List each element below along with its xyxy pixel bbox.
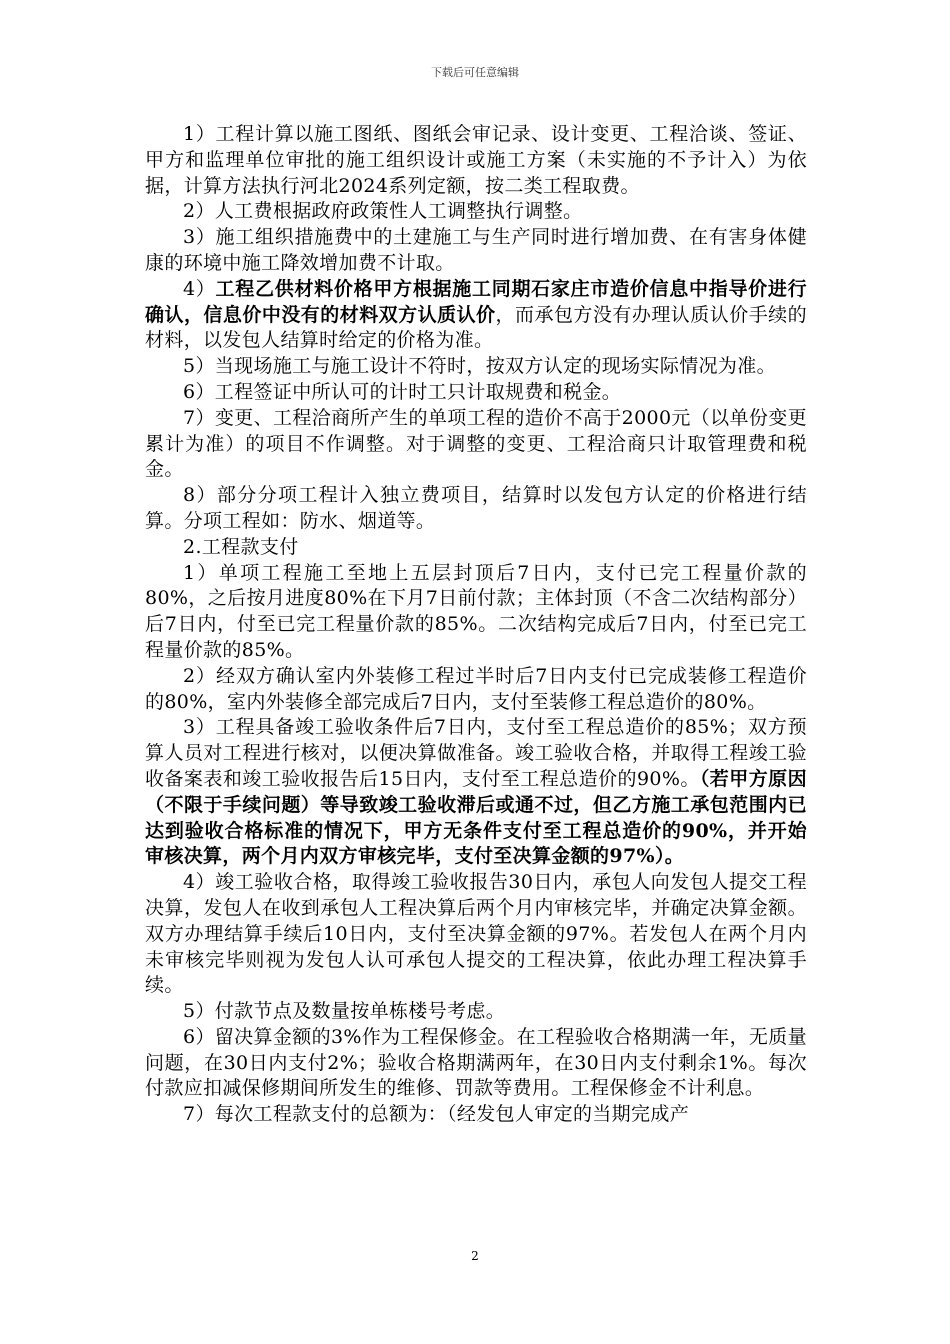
text-run: 2）经双方确认室内外装修工程过半时后7日内支付已完成装修工程造价的80%，室内外装修全部完成后7日内，支付至装修工程总造价的80%。: [145, 664, 807, 713]
page-header: 下载后可任意编辑: [431, 66, 519, 79]
paragraph-p6: [145, 380, 807, 406]
text-run: 4）竣工验收合格，取得竣工验收报告30日内，承包人向发包人提交工程决算，发包人在收到承包人工程决算后两个月内审核完毕，并确定决算金额。双方办理结算手续后10日内，支付至决算金额的97%。若发包人在两个月内未审核完毕则视为发包人认可承包人提交的工程决算，依此办理工程决算手续。: [145, 871, 807, 997]
paragraph-p16: [145, 1102, 807, 1128]
document-body: [145, 122, 807, 1128]
text-run: 3）工程具备竣工验收条件后7日内，支付至工程总造价的85%；双方预算人员对工程进行核对，以便决算做准备。竣工验收合格，并取得工程竣工验收备案表和竣工验收报告后15日内，支付至工程总造价的90%。: [145, 716, 807, 790]
text-run: 2）人工费根据政府政策性人工调整执行调整。: [183, 200, 583, 223]
text-run: 6）留决算金额的3%作为工程保修金。在工程验收合格期满一年，无质量问题，在30日内支付2%；验收合格期满两年，在30日内支付剩余1%。每次付款应扣减保修期间所发生的维修、罚款等费用。工程保修金不计利息。: [145, 1025, 807, 1100]
text-run: 5）当现场施工与施工设计不符时，按双方认定的现场实际情况为准。: [183, 355, 776, 378]
bold-text: （若甲方原因（不限于手续问题）等导致竣工验收滞后或通不过，但乙方施工承包范围内已达到验收合格标准的情况下，甲方无条件支付至工程总造价的90%，并开始审核决算，两个月内双方审核完毕，支付至决算金额的97%）。: [145, 767, 807, 868]
text-run: 5）付款节点及数量按单栋楼号考虑。: [183, 1000, 506, 1023]
bold-text: 工程乙供材料价格甲方根据施工同期石家庄市造价信息中指导价进行确认，信息价中没有的材料双方认质认价: [145, 277, 807, 326]
paragraph-p10: [145, 561, 807, 664]
paragraph-p3: [145, 225, 807, 277]
paragraph-p1: [145, 122, 807, 199]
paragraph-p13: [145, 870, 807, 999]
paragraph-p11: [145, 664, 807, 716]
text-run: 7）每次工程款支付的总额为：（经发包人审定的当期完成产: [183, 1103, 690, 1126]
text-run: ，而承包方没有办理认质认价手续的材料，以发包人结算时给定的价格为准。: [145, 303, 807, 352]
paragraph-p12: [145, 715, 807, 870]
paragraph-p5: [145, 354, 807, 380]
paragraph-p4: [145, 277, 807, 354]
text-run: 4）: [183, 277, 216, 300]
text-run: 6）工程签证中所认可的计时工只计取规费和税金。: [183, 380, 622, 403]
text-run: 2.工程款支付: [183, 535, 299, 558]
page-number: 2: [471, 1249, 479, 1263]
text-run: 3）施工组织措施费中的土建施工与生产同时进行增加费、在有害身体健康的环境中施工降效增加费不计取。: [145, 226, 807, 274]
paragraph-p15: [145, 1025, 807, 1102]
paragraph-p8: [145, 483, 807, 535]
text-run: 1）工程计算以施工图纸、图纸会审记录、设计变更、工程洽谈、签证、甲方和监理单位审批的施工组织设计或施工方案（未实施的不予计入）为依据，计算方法执行河北2024系列定额，按二类工程取费。: [145, 123, 807, 197]
paragraph-p2: [145, 199, 807, 225]
text-run: 8）部分分项工程计入独立费项目，结算时以发包方认定的价格进行结算。分项工程如：防水、烟道等。: [145, 484, 807, 532]
paragraph-p7: [145, 406, 807, 483]
paragraph-p14: [145, 999, 807, 1025]
text-run: 7）变更、工程洽商所产生的单项工程的造价不高于2000元（以单份变更累计为准）的项目不作调整。对于调整的变更、工程洽商只计取管理费和税金。: [145, 406, 807, 481]
paragraph-p9: [145, 535, 807, 561]
text-run: 1）单项工程施工至地上五层封顶后7日内，支付已完工程量价款的80%，之后按月进度80%在下月7日前付款；主体封顶（不含二次结构部分）后7日内，付至已完工程量价款的85%。二次结构完成后7日内，付至已完工程量价款的85%。: [145, 561, 807, 661]
